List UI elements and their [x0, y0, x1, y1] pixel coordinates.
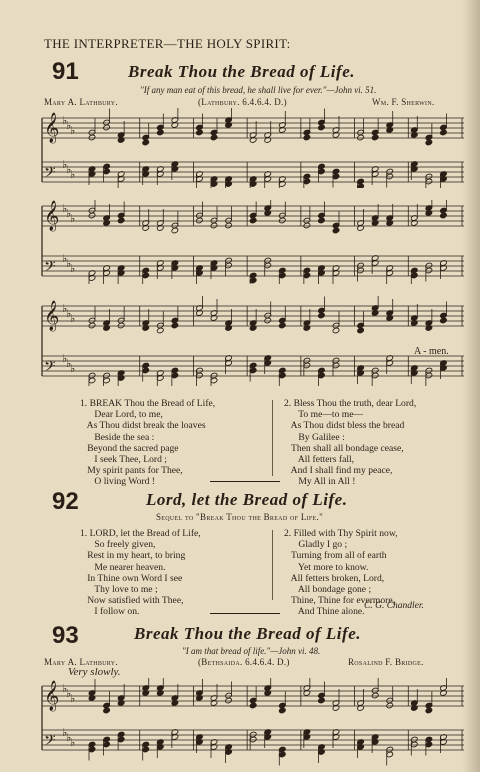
flat-sign: ♭: [66, 357, 72, 370]
hymn-epigraph: "I am that bread of life."—John vi. 48.: [182, 646, 321, 656]
note-head: [278, 707, 286, 714]
note-head: [357, 134, 365, 141]
note-head: [440, 129, 448, 136]
hymn-attribution: C. G. Chandler.: [364, 601, 424, 611]
note-head: [103, 707, 111, 714]
hymn-number: 91: [52, 58, 79, 85]
column-divider: [272, 530, 273, 600]
flat-sign: ♭: [62, 682, 68, 695]
flat-sign: ♭: [70, 692, 76, 705]
note-head: [103, 124, 111, 131]
treble-clef: 𝄞: [44, 201, 60, 231]
note-head: [264, 317, 272, 324]
note-head: [225, 222, 233, 229]
page-binding-shadow: [462, 0, 480, 772]
hymn-composer: Rosalind F. Bridge.: [348, 657, 424, 667]
section-divider: [210, 481, 280, 482]
bass-clef: 𝄢: [44, 164, 56, 185]
treble-clef: 𝄞: [44, 113, 60, 143]
flat-sign: ♭: [66, 307, 72, 320]
music-system-3: [38, 296, 468, 386]
flat-sign: ♭: [66, 119, 72, 132]
note-head: [210, 222, 218, 229]
note-head: [440, 212, 448, 219]
note-head: [88, 322, 96, 329]
note-head: [303, 222, 311, 229]
flat-sign: ♭: [66, 257, 72, 270]
hymn-verse: 1. LORD, let the Bread of Life, So freely given, Rest in my heart, to bring Me nearer heaven. In Thine own Word I see Thy love to me ; Now satisfied with Thee, I follow on.: [80, 528, 201, 618]
running-header: THE INTERPRETER—THE HOLY SPIRIT:: [44, 36, 291, 51]
note-head: [142, 139, 150, 146]
flat-sign: ♭: [62, 114, 68, 127]
note-head: [156, 129, 164, 136]
hymn-number: 92: [52, 488, 79, 515]
note-head: [117, 217, 125, 224]
note-head: [318, 312, 326, 319]
note-head: [357, 327, 365, 334]
hymn-title: Break Thou the Bread of Life.: [134, 624, 361, 643]
flat-sign: ♭: [70, 736, 76, 749]
note-head: [156, 327, 164, 334]
note-head: [249, 702, 257, 709]
flat-sign: ♭: [66, 687, 72, 700]
hymn-author: Mary A. Lathbury.: [44, 657, 118, 667]
flat-sign: ♭: [70, 212, 76, 225]
flat-sign: ♭: [70, 124, 76, 137]
note-head: [210, 134, 218, 141]
flat-sign: ♭: [66, 731, 72, 744]
note-head: [386, 702, 394, 709]
note-head: [278, 322, 286, 329]
note-head: [371, 692, 379, 699]
flat-sign: ♭: [62, 352, 68, 365]
note-head: [318, 217, 326, 224]
note-head: [318, 697, 326, 704]
hymn-verse: 2. Filled with Thy Spirit now, Gladly I go ; Turning from all of earth Yet more to know. All fetters broken, Lord, All bondage gone ; Thine, Thine for evermore, And Thine alone.: [284, 528, 398, 618]
flat-sign: ♭: [62, 158, 68, 171]
flat-sign: ♭: [62, 252, 68, 265]
note-head: [88, 134, 96, 141]
hymn-tune: (Bethsaida. 6.4.6.4. D.): [198, 657, 290, 667]
hymn-number: 93: [52, 622, 79, 649]
flat-sign: ♭: [62, 202, 68, 215]
flat-sign: ♭: [62, 302, 68, 315]
flat-sign: ♭: [70, 362, 76, 375]
treble-clef: 𝄞: [44, 301, 60, 331]
column-divider: [272, 400, 273, 476]
note-head: [318, 124, 326, 131]
note-head: [440, 317, 448, 324]
note-head: [225, 697, 233, 704]
bass-clef: 𝄢: [44, 732, 56, 753]
note-head: [332, 327, 340, 334]
note-head: [425, 139, 433, 146]
note-head: [278, 217, 286, 224]
music-system-1: [38, 108, 468, 188]
music-system-4: [38, 678, 468, 772]
note-head: [303, 134, 311, 141]
note-head: [117, 322, 125, 329]
hymn-composer: Wm. F. Sherwin.: [372, 97, 435, 107]
hymn-tune: (Lathbury. 6.4.6.4. D.): [198, 97, 287, 107]
tempo-marking: Very slowly.: [68, 666, 121, 678]
amen-label: A - men.: [414, 346, 449, 357]
flat-sign: ♭: [70, 262, 76, 275]
note-head: [171, 322, 179, 329]
music-system-2: [38, 200, 468, 284]
hymn-subtitle: Sequel to "Break Thou the Bread of Life.": [156, 512, 324, 522]
note-head: [171, 227, 179, 234]
flat-sign: ♭: [66, 163, 72, 176]
note-head: [196, 217, 204, 224]
note-head: [332, 227, 340, 234]
note-head: [425, 707, 433, 714]
note-head: [371, 134, 379, 141]
flat-sign: ♭: [70, 168, 76, 181]
hymn-verse: 1. BREAK Thou the Bread of Life, Dear Lord, to me, As Thou didst break the loaves Beside the sea : Beyond the sacred page I seek Thee, Lord ; My spirit pants for Thee, O living Word !: [80, 398, 216, 488]
hymn-verse: 2. Bless Thou the truth, dear Lord, To me—to me— As Thou didst bless the bread By Galilee : Then shall all bondage cease, All fetters fall, And I shall find my peace, My All in All !: [284, 398, 417, 488]
flat-sign: ♭: [62, 726, 68, 739]
hymn-epigraph: "If any man eat of this bread, he shall live for ever."—John vi. 51.: [140, 85, 377, 95]
hymn-title: Break Thou the Bread of Life.: [128, 62, 355, 81]
flat-sign: ♭: [70, 312, 76, 325]
note-head: [88, 212, 96, 219]
note-head: [249, 217, 257, 224]
note-head: [196, 129, 204, 136]
hymn-author: Mary A. Lathbury.: [44, 97, 118, 107]
bass-clef: 𝄢: [44, 358, 56, 379]
bass-clef: 𝄢: [44, 258, 56, 279]
treble-clef: 𝄞: [44, 681, 60, 711]
flat-sign: ♭: [66, 207, 72, 220]
section-divider: [210, 613, 280, 614]
hymn-title: Lord, let the Bread of Life.: [146, 490, 348, 509]
